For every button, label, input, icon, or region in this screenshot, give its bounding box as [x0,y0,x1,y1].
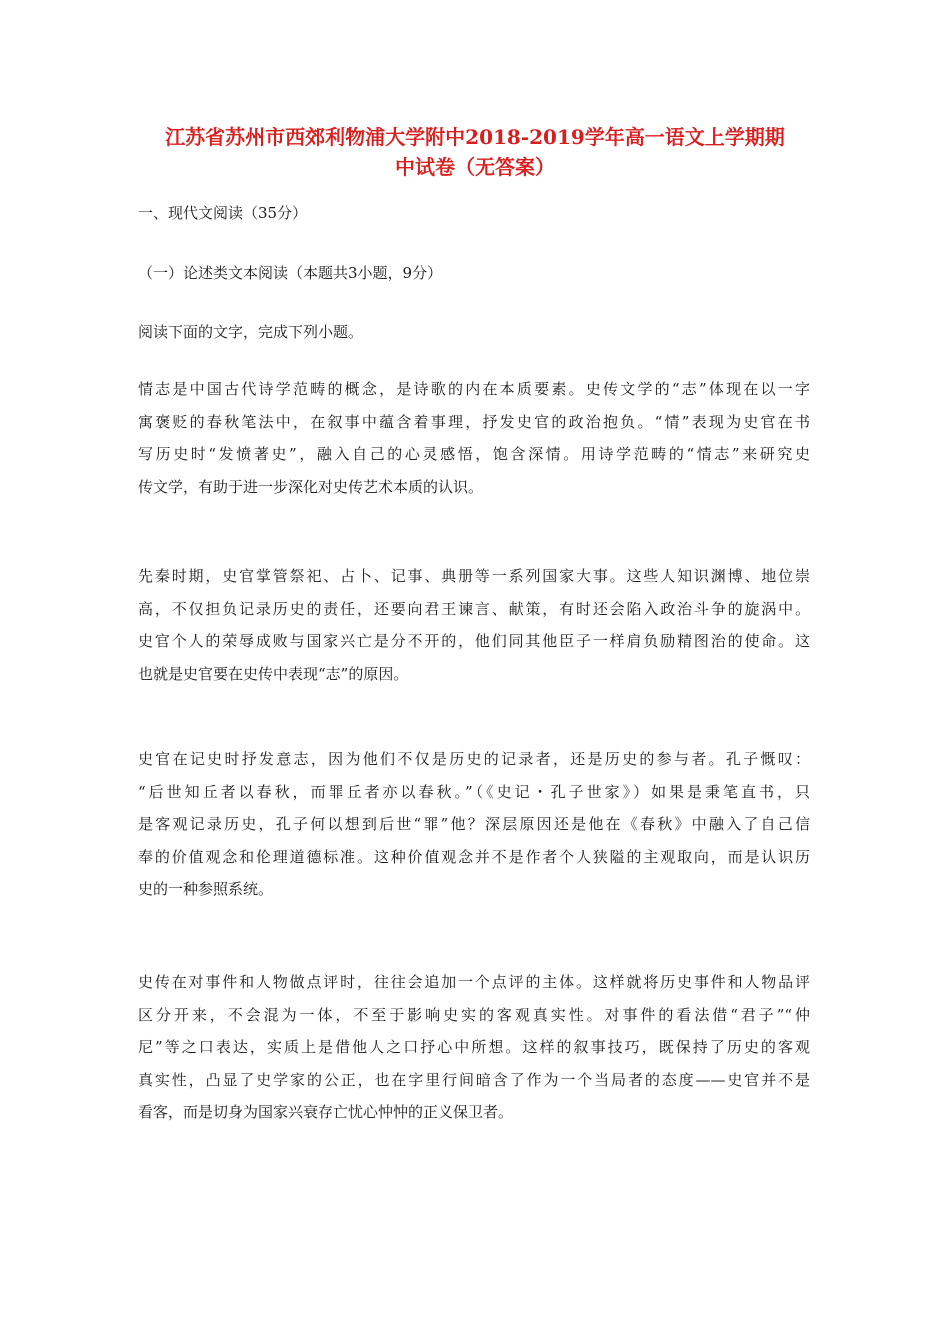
section-heading: 一、现代文阅读（35分） [138,204,308,222]
paragraph-line: 是客观记录历史，孔子何以想到后世“罪”他？深层原因还是他在《春秋》中融入了自己信 [138,815,810,833]
paragraph-line: 情志是中国古代诗学范畴的概念，是诗歌的内在本质要素。史传文学的“志”体现在以一字 [138,380,810,398]
document-title [120,122,830,182]
title-line: 江苏省苏州市西郊利物浦大学附中2018-2019学年高一语文上学期期 [165,125,785,149]
paragraph-line: 看客，而是切身为国家兴衰存亡忧心忡忡的正义保卫者。 [138,1103,514,1121]
paragraph-line: 史官在记史时抒发意志，因为他们不仅是历史的记录者，还是历史的参与者。孔子慨叹： [138,750,810,768]
paragraph-line: 尼”等之口表达，实质上是借他人之口抒心中所想。这样的叙事技巧，既保持了历史的客观 [138,1038,810,1056]
paragraph-line: 也就是史官要在史传中表现“志”的原因。 [138,664,409,683]
paragraph-line: 高，不仅担负记录历史的责任，还要向君王谏言、献策，有时还会陷入政治斗争的旋涡中。 [138,599,810,618]
paragraph-line: 写历史时“发愤著史”，融入自己的心灵感悟，饱含深情。用诗学范畴的“情志”来研究史 [138,445,810,463]
paragraph-line: 区分开来，不会混为一体，不至于影响史实的客观真实性。对事件的看法借“君子”“仲 [138,1005,810,1024]
paragraph-line: “后世知丘者以春秋，而罪丘者亦以春秋。”（《史记・孔子世家》）如果是秉笔直书，只 [138,782,810,801]
paragraph-line: 先秦时期，史官掌管祭祀、占卜、记事、典册等一系列国家大事。这些人知识渊博、地位崇 [138,567,810,585]
passage-paragraph-3 [138,743,810,906]
reading-instruction: 阅读下面的文字，完成下列小题。 [138,323,364,341]
paragraph-line: 史的一种参照系统。 [138,880,274,898]
paragraph-line: 奉的价值观念和伦理道德标准。这种价值观念并不是作者个人狭隘的主观取向，而是认识历 [138,847,810,866]
subsection-heading: （一）论述类文本阅读（本题共3小题，9分） [138,264,443,282]
paragraph-line: 史官个人的荣辱成败与国家兴亡是分不开的，他们同其他臣子一样肩负励精图治的使命。这 [138,632,810,650]
title-line: 中试卷（无答案） [395,155,555,179]
passage-paragraph-1 [138,373,810,503]
passage-paragraph-2 [138,560,810,690]
passage-paragraph-4 [138,966,810,1129]
paragraph-line: 真实性，凸显了史学家的公正，也在字里行间暗含了作为一个当局者的态度——史官并不是 [138,1070,810,1089]
paragraph-line: 史传在对事件和人物做点评时，往往会追加一个点评的主体。这样就将历史事件和人物品评 [138,973,810,991]
paragraph-line: 传文学，有助于进一步深化对史传艺术本质的认识。 [138,477,484,496]
paragraph-line: 寓褒贬的春秋笔法中，在叙事中蕴含着事理，抒发史官的政治抱负。“情”表现为史官在书 [138,412,810,431]
